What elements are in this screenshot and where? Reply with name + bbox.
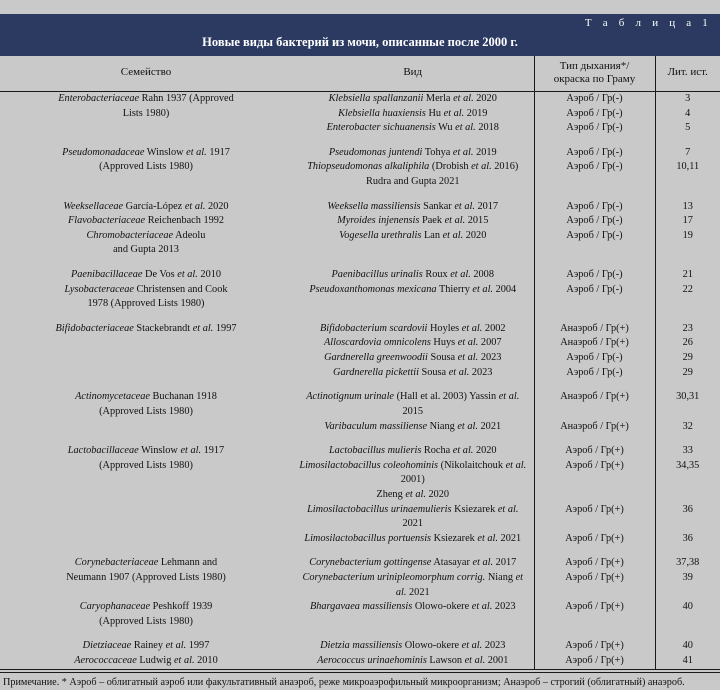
spacer-cell bbox=[0, 629, 292, 639]
cell-respiration: Аэроб / Гр(-) bbox=[534, 283, 655, 312]
cell-reference: 7 bbox=[655, 146, 720, 161]
cell-respiration: Аэроб / Гр(+) bbox=[534, 503, 655, 532]
spacer-cell bbox=[0, 380, 292, 390]
cell-respiration: Аэроб / Гр(-) bbox=[534, 107, 655, 122]
table-row bbox=[0, 390, 720, 419]
header-row bbox=[0, 56, 720, 91]
cell-reference: 5 bbox=[655, 121, 720, 136]
cell-species: Bifidobacterium scardovii Hoyles et al. 2002 bbox=[319, 322, 506, 334]
cell-respiration: Аэроб / Гр(-) bbox=[534, 229, 655, 258]
spacer-cell bbox=[292, 629, 534, 639]
spacer-cell bbox=[292, 258, 534, 268]
spacer-cell bbox=[534, 190, 655, 200]
spacer-cell bbox=[655, 546, 720, 556]
table-number-label: Т а б л и ц а 1 bbox=[584, 17, 712, 29]
cell-reference: 19 bbox=[655, 229, 720, 258]
cell-reference: 39 bbox=[655, 571, 720, 600]
cell-respiration: Аэроб / Гр(-) bbox=[534, 268, 655, 283]
cell-reference: 40 bbox=[655, 639, 720, 654]
spacer-cell bbox=[534, 546, 655, 556]
spacer-cell bbox=[655, 136, 720, 146]
cell-reference: 32 bbox=[655, 420, 720, 435]
table-row-spacer bbox=[0, 546, 720, 556]
table-bottom-rule bbox=[0, 669, 720, 670]
column-header-respiration-line2: окраска по Граму bbox=[553, 72, 636, 85]
spacer-cell bbox=[655, 434, 720, 444]
column-header-species: Вид bbox=[292, 56, 534, 91]
cell-family: Paenibacillaceae De Vos et al. 2010 bbox=[70, 269, 222, 281]
cell-family: Pseudomonadaceae Winslow et al. 1917 (Approved Lists 1980) bbox=[62, 146, 230, 173]
cell-respiration: Аэроб / Гр(-) bbox=[534, 160, 655, 189]
cell-species: Klebsiella spallanzanii Merla et al. 2020 bbox=[328, 92, 497, 104]
cell-family: Lactobacillaceae Winslow et al. 1917 (Approved Lists 1980) bbox=[67, 445, 225, 471]
cell-respiration: Аэроб / Гр(-) bbox=[534, 351, 655, 366]
cell-family: Actinomycetaceae Buchanan 1918 (Approved Lists 1980) bbox=[75, 391, 217, 417]
table-row-spacer bbox=[0, 312, 720, 322]
cell-reference: 33 bbox=[655, 444, 720, 459]
column-header-family: Семейство bbox=[0, 56, 292, 91]
cell-respiration: Аэроб / Гр(-) bbox=[534, 121, 655, 136]
cell-species: Lactobacillus mulieris Rocha et al. 2020 bbox=[328, 445, 497, 457]
cell-reference: 40 bbox=[655, 600, 720, 629]
cell-species: Bhargavaea massiliensis Olowo-okere et al. 2023 bbox=[309, 601, 516, 613]
cell-species: Limosilactobacillus urinaemulieris Ksiezarek et al. 2021 bbox=[307, 503, 519, 530]
cell-species: Klebsiella huaxiensis Hu et al. 2019 bbox=[338, 107, 488, 119]
cell-reference: 41 bbox=[655, 654, 720, 669]
cell-species: Limosilactobacillus portuensis Ksiezarek et al. 2021 bbox=[304, 532, 522, 544]
cell-species: Limosilactobacillus coleohominis (Nikolaitchouk et al. 2001) Zheng et al. 2020 bbox=[299, 459, 527, 500]
cell-family: Flavobacteriaceae Reichenbach 1992 bbox=[67, 215, 225, 227]
table-row bbox=[0, 229, 720, 258]
cell-species: Alloscardovia omnicolens Huys et al. 2007 bbox=[323, 337, 502, 349]
spacer-cell bbox=[0, 312, 292, 322]
spacer-cell bbox=[292, 380, 534, 390]
spacer-cell bbox=[0, 190, 292, 200]
cell-reference: 10,11 bbox=[655, 160, 720, 189]
spacer-cell bbox=[0, 136, 292, 146]
cell-family: Chromobacteriaceae Adeolu and Gupta 2013 bbox=[86, 229, 206, 256]
table-banner bbox=[0, 14, 720, 56]
cell-respiration: Аэроб / Гр(+) bbox=[534, 639, 655, 654]
table-row bbox=[0, 639, 720, 654]
spacer-cell bbox=[292, 190, 534, 200]
column-header-references: Лит. ист. bbox=[655, 56, 720, 91]
cell-species: Pseudoxanthomonas mexicana Thierry et al. 2004 bbox=[309, 283, 517, 295]
table-row bbox=[0, 146, 720, 161]
cell-species: Dietzia massiliensis Olowo-okere et al. 2023 bbox=[320, 640, 506, 652]
cell-reference: 29 bbox=[655, 351, 720, 366]
cell-reference: 26 bbox=[655, 336, 720, 351]
spacer-cell bbox=[0, 546, 292, 556]
cell-reference: 3 bbox=[655, 91, 720, 106]
table-row bbox=[0, 322, 720, 337]
cell-species: Paenibacillus urinalis Roux et al. 2008 bbox=[331, 269, 494, 281]
cell-reference: 13 bbox=[655, 200, 720, 215]
cell-species: Weeksella massiliensis Sankar et al. 2017 bbox=[327, 200, 499, 212]
cell-respiration: Аэроб / Гр(-) bbox=[534, 366, 655, 381]
cell-respiration: Аэроб / Гр(+) bbox=[534, 444, 655, 459]
cell-species: Corynebacterium urinipleomorphum corrig. Niang et al. 2021 bbox=[302, 572, 523, 598]
spacer-cell bbox=[534, 136, 655, 146]
cell-respiration: Анаэроб / Гр(+) bbox=[534, 390, 655, 419]
spacer-cell bbox=[292, 136, 534, 146]
spacer-cell bbox=[292, 546, 534, 556]
cell-reference: 36 bbox=[655, 532, 720, 547]
table-row bbox=[0, 556, 720, 571]
cell-species: Enterobacter sichuanensis Wu et al. 2018 bbox=[326, 122, 499, 134]
cell-respiration: Аэроб / Гр(+) bbox=[534, 459, 655, 503]
table-row-spacer bbox=[0, 629, 720, 639]
spacer-cell bbox=[655, 258, 720, 268]
bacteria-table bbox=[0, 56, 720, 669]
cell-species: Pseudomonas juntendi Tohya et al. 2019 bbox=[328, 146, 497, 158]
cell-species: Corynebacterium gottingense Atasayar et al. 2017 bbox=[309, 557, 517, 569]
cell-reference: 21 bbox=[655, 268, 720, 283]
table-row-spacer bbox=[0, 258, 720, 268]
column-header-respiration bbox=[534, 56, 655, 91]
table-row bbox=[0, 444, 720, 459]
cell-species: Gardnerella pickettii Sousa et al. 2023 bbox=[333, 366, 493, 378]
cell-respiration: Аэроб / Гр(+) bbox=[534, 556, 655, 571]
table-row bbox=[0, 268, 720, 283]
table-row-spacer bbox=[0, 190, 720, 200]
cell-reference: 29 bbox=[655, 366, 720, 381]
spacer-cell bbox=[534, 312, 655, 322]
spacer-cell bbox=[655, 190, 720, 200]
spacer-cell bbox=[534, 258, 655, 268]
cell-respiration: Аэроб / Гр(+) bbox=[534, 654, 655, 669]
spacer-cell bbox=[655, 380, 720, 390]
cell-respiration: Аэроб / Гр(-) bbox=[534, 91, 655, 106]
cell-family: Weeksellaceae García-López et al. 2020 bbox=[63, 200, 229, 212]
cell-species: Aerococcus urinaehominis Lawson et al. 2001 bbox=[317, 655, 509, 667]
table-title: Новые виды бактерий из мочи, описанные после 2000 г. bbox=[202, 35, 518, 49]
cell-respiration: Аэроб / Гр(+) bbox=[534, 532, 655, 547]
table-row bbox=[0, 600, 720, 629]
table-footnote: Примечание. * Аэроб – облигатный аэроб или факультативный анаэроб, реже микроаэрофильный микроорганизм; Анаэроб – строгий (облигатный) анаэроб. bbox=[3, 677, 685, 688]
cell-respiration: Аэроб / Гр(+) bbox=[534, 571, 655, 600]
table-row-spacer bbox=[0, 136, 720, 146]
cell-reference: 36 bbox=[655, 503, 720, 532]
table-row bbox=[0, 214, 720, 229]
spacer-cell bbox=[655, 312, 720, 322]
cell-reference: 23 bbox=[655, 322, 720, 337]
table-row bbox=[0, 91, 720, 106]
cell-species: Vogesella urethralis Lan et al. 2020 bbox=[339, 229, 487, 241]
cell-respiration: Анаэроб / Гр(+) bbox=[534, 420, 655, 435]
table-row bbox=[0, 654, 720, 669]
cell-reference: 17 bbox=[655, 214, 720, 229]
cell-family: Lysobacteraceae Christensen and Cook 1978 (Approved Lists 1980) bbox=[64, 283, 228, 310]
table-row-spacer bbox=[0, 380, 720, 390]
spacer-cell bbox=[534, 629, 655, 639]
spacer-cell bbox=[0, 258, 292, 268]
cell-respiration: Аэроб / Гр(-) bbox=[534, 214, 655, 229]
cell-species: Thiopseudomonas alkaliphila (Drobish et al. 2016) Rudra and Gupta 2021 bbox=[307, 161, 519, 187]
cell-species: Actinotignum urinale (Hall et al. 2003) Yassin et al. 2015 bbox=[306, 391, 520, 417]
column-header-respiration-line1: Тип дыхания*/ bbox=[559, 60, 630, 72]
cell-reference: 4 bbox=[655, 107, 720, 122]
cell-family: Caryophanaceae Peshkoff 1939 (Approved Lists 1980) bbox=[79, 601, 213, 627]
table-row-spacer bbox=[0, 434, 720, 444]
cell-reference: 30,31 bbox=[655, 390, 720, 419]
spacer-cell bbox=[292, 434, 534, 444]
spacer-cell bbox=[655, 629, 720, 639]
cell-family: Corynebacteriaceae Lehmann and Neumann 1907 (Approved Lists 1980) bbox=[66, 557, 226, 583]
cell-species: Varibaculum massiliense Niang et al. 2021 bbox=[324, 420, 502, 432]
table-body bbox=[0, 91, 720, 668]
table-row bbox=[0, 283, 720, 312]
cell-respiration: Анаэроб / Гр(+) bbox=[534, 322, 655, 337]
spacer-cell bbox=[0, 434, 292, 444]
cell-species: Myroides injenensis Paek et al. 2015 bbox=[337, 215, 489, 227]
cell-respiration: Анаэроб / Гр(+) bbox=[534, 336, 655, 351]
cell-respiration: Аэроб / Гр(-) bbox=[534, 146, 655, 161]
table-bottom-rule-secondary bbox=[0, 672, 720, 673]
cell-reference: 22 bbox=[655, 283, 720, 312]
cell-family: Dietziaceae Rainey et al. 1997 bbox=[82, 640, 210, 652]
cell-family: Enterobacteriaceae Rahn 1937 (Approved Lists 1980) bbox=[58, 92, 234, 119]
cell-reference: 34,35 bbox=[655, 459, 720, 503]
cell-species: Gardnerella greenwoodii Sousa et al. 2023 bbox=[324, 352, 502, 364]
table-row bbox=[0, 200, 720, 215]
spacer-cell bbox=[534, 434, 655, 444]
cell-reference: 37,38 bbox=[655, 556, 720, 571]
cell-respiration: Аэроб / Гр(+) bbox=[534, 600, 655, 629]
spacer-cell bbox=[534, 380, 655, 390]
table-header bbox=[0, 56, 720, 91]
cell-respiration: Аэроб / Гр(-) bbox=[534, 200, 655, 215]
cell-family: Bifidobacteriaceae Stackebrandt et al. 1997 bbox=[55, 322, 237, 334]
spacer-cell bbox=[292, 312, 534, 322]
cell-family: Aerococcaceae Ludwig et al. 2010 bbox=[74, 655, 218, 667]
